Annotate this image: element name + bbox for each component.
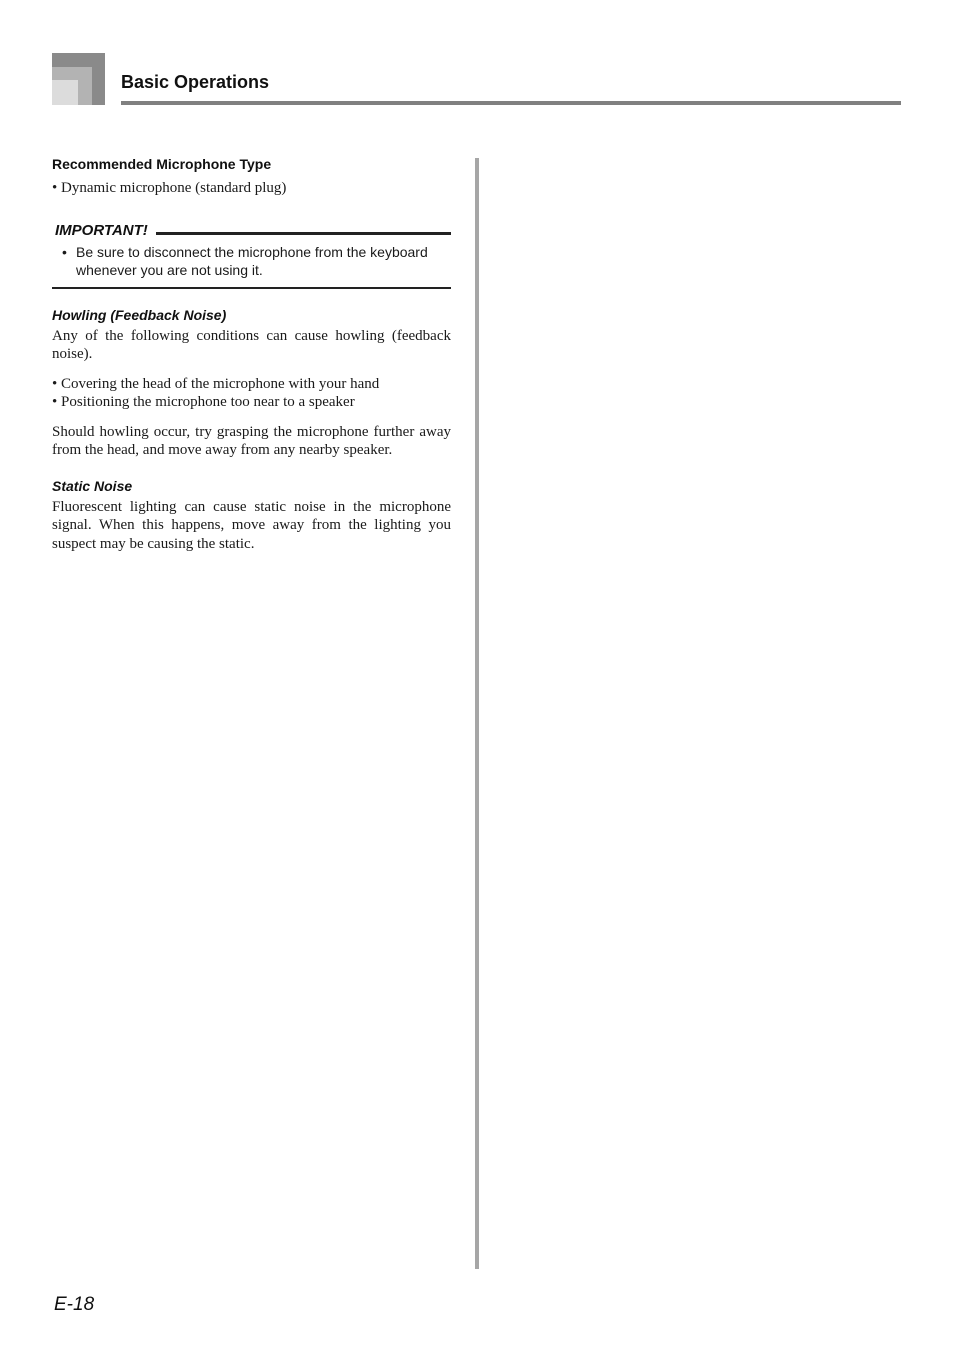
important-header (52, 222, 451, 239)
list-item: • Positioning the microphone too near to a speaker (52, 393, 451, 412)
left-column (52, 156, 451, 553)
howling-advice: Should howling occur, try grasping the microphone further away from the head, and move away from any nearby speaker. (52, 423, 451, 458)
section-title: Basic Operations (121, 72, 270, 92)
list-item: • Covering the head of the microphone with your hand (52, 375, 451, 394)
mic-type-list (52, 179, 451, 198)
list-item: • Be sure to disconnect the microphone from the keyboard whenever you are not using it. (76, 243, 451, 279)
header-rule (121, 101, 901, 105)
static-noise-heading: Static Noise (52, 477, 133, 494)
important-list (52, 243, 451, 279)
column-divider (475, 158, 479, 1269)
static-noise-text: Fluorescent lighting can cause static noise in the microphone signal. When this happens, move away from the lighting you suspect may be causing the static. (52, 498, 451, 552)
important-label: IMPORTANT! (55, 221, 148, 239)
important-rule (156, 232, 451, 235)
mic-type-heading: Recommended Microphone Type (52, 156, 272, 172)
list-item: • Dynamic microphone (standard plug) (52, 179, 451, 198)
howling-heading: Howling (Feedback Noise) (52, 306, 227, 323)
page-number: E-18 (54, 1294, 95, 1315)
important-box (52, 222, 451, 289)
header-corner-mark (52, 53, 105, 105)
howling-list (52, 375, 451, 412)
header-corner-mark-inner (52, 80, 78, 105)
howling-intro: Any of the following conditions can cause howling (feedback noise). (52, 327, 451, 362)
